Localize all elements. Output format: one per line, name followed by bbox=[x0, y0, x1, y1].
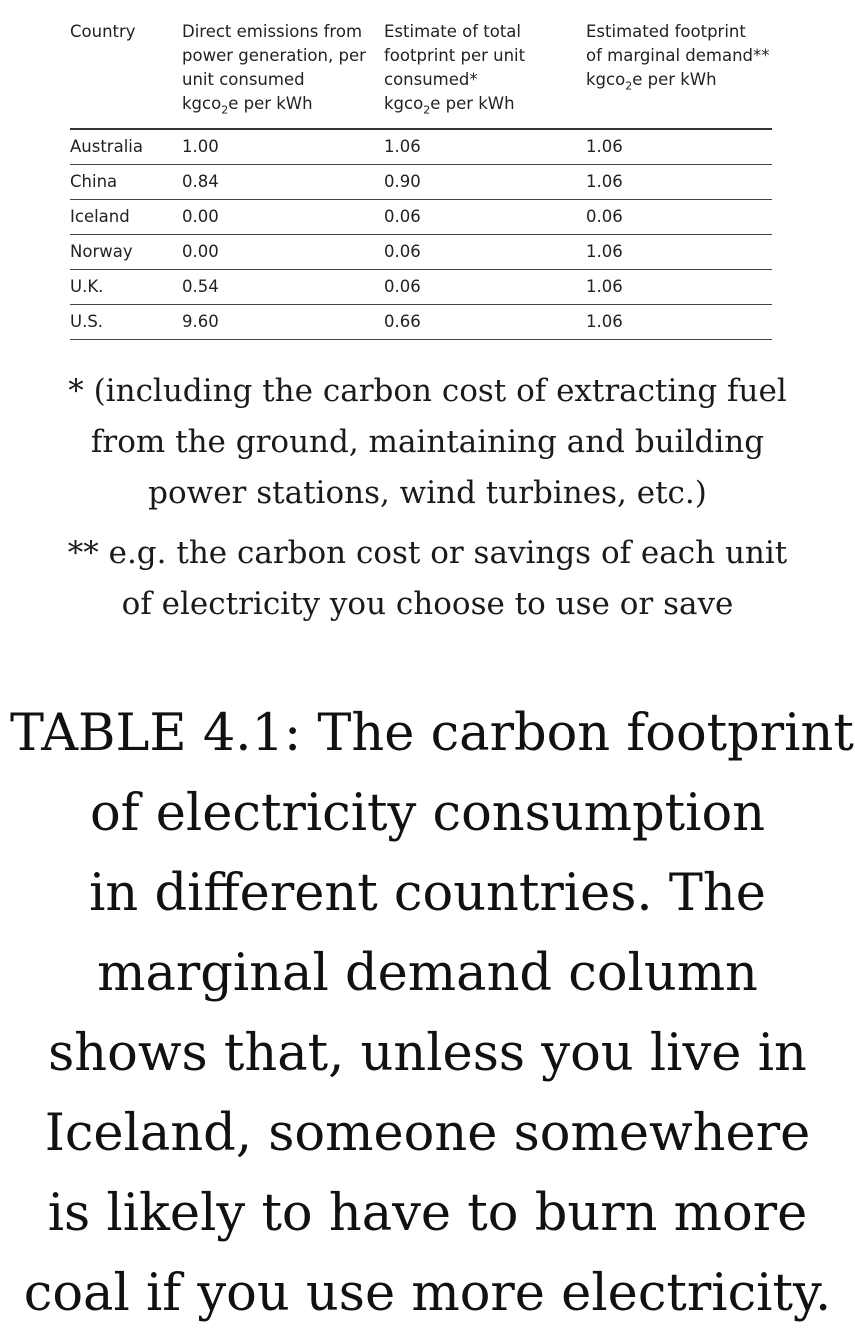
cell-direct: 0.00 bbox=[182, 200, 384, 235]
caption-line: shows that, unless you live in bbox=[48, 1024, 807, 1083]
unit-kgco: kgco bbox=[182, 94, 222, 113]
cell-marginal: 1.06 bbox=[586, 129, 772, 165]
header-total-line: footprint per unit bbox=[384, 46, 526, 65]
table-row bbox=[70, 165, 772, 200]
table-row bbox=[70, 200, 772, 235]
header-direct-line: Direct emissions from bbox=[182, 22, 363, 41]
footnote-total-footprint bbox=[40, 366, 815, 519]
cell-country: U.S. bbox=[70, 305, 182, 340]
caption-line: TABLE 4.1: The carbon footprint bbox=[10, 704, 854, 763]
table-row bbox=[70, 235, 772, 270]
caption-line: in different countries. The bbox=[89, 864, 766, 923]
cell-total: 0.06 bbox=[384, 270, 586, 305]
header-direct-unit bbox=[182, 94, 313, 117]
table-row bbox=[70, 305, 772, 340]
cell-direct: 0.84 bbox=[182, 165, 384, 200]
footnote-line: from the ground, maintaining and building bbox=[90, 424, 765, 460]
cell-total: 0.06 bbox=[384, 235, 586, 270]
cell-total: 0.90 bbox=[384, 165, 586, 200]
unit-tail: e per kWh bbox=[632, 70, 717, 89]
caption-line: of electricity consumption bbox=[89, 784, 766, 843]
unit-kgco: kgco bbox=[384, 94, 424, 113]
header-marginal-unit bbox=[586, 70, 717, 93]
unit-tail: e per kWh bbox=[228, 94, 313, 113]
footnote-marginal-demand bbox=[40, 528, 815, 630]
header-direct-emissions bbox=[182, 20, 384, 129]
table-caption bbox=[10, 694, 854, 1334]
cell-marginal: 0.06 bbox=[586, 200, 772, 235]
cell-country: China bbox=[70, 165, 182, 200]
cell-direct: 0.54 bbox=[182, 270, 384, 305]
caption-line: marginal demand column bbox=[97, 944, 758, 1003]
cell-total: 1.06 bbox=[384, 129, 586, 165]
cell-total: 0.66 bbox=[384, 305, 586, 340]
footnote-line: power stations, wind turbines, etc.) bbox=[148, 475, 707, 511]
header-direct-line: power generation, per bbox=[182, 46, 366, 65]
header-country: Country bbox=[70, 20, 182, 129]
carbon-footprint-table bbox=[70, 20, 772, 340]
cell-direct: 1.00 bbox=[182, 129, 384, 165]
header-marginal-line: of marginal demand** bbox=[586, 46, 770, 65]
cell-country: Norway bbox=[70, 235, 182, 270]
header-marginal-line: Estimated footprint bbox=[586, 22, 746, 41]
cell-direct: 9.60 bbox=[182, 305, 384, 340]
unit-subscript: 2 bbox=[423, 103, 431, 117]
caption-line: is likely to have to burn more bbox=[47, 1184, 808, 1243]
caption-line: Iceland, someone somewhere bbox=[44, 1104, 811, 1163]
header-marginal-demand bbox=[586, 20, 772, 129]
footnote-line: * (including the carbon cost of extracting fuel bbox=[68, 373, 787, 409]
cell-country: U.K. bbox=[70, 270, 182, 305]
header-direct-line: unit consumed bbox=[182, 70, 305, 89]
cell-marginal: 1.06 bbox=[586, 235, 772, 270]
header-total-line: Estimate of total bbox=[384, 22, 522, 41]
cell-marginal: 1.06 bbox=[586, 270, 772, 305]
footnote-line: of electricity you choose to use or save bbox=[121, 586, 734, 622]
cell-marginal: 1.06 bbox=[586, 305, 772, 340]
unit-kgco: kgco bbox=[586, 70, 626, 89]
header-total-footprint bbox=[384, 20, 586, 129]
header-total-unit bbox=[384, 94, 515, 117]
footnote-line: ** e.g. the carbon cost or savings of each unit bbox=[67, 535, 788, 571]
cell-country: Australia bbox=[70, 129, 182, 165]
cell-marginal: 1.06 bbox=[586, 165, 772, 200]
header-total-line: consumed* bbox=[384, 70, 478, 89]
unit-tail: e per kWh bbox=[430, 94, 515, 113]
unit-subscript: 2 bbox=[625, 79, 633, 93]
cell-direct: 0.00 bbox=[182, 235, 384, 270]
table-header-row bbox=[70, 20, 772, 129]
cell-country: Iceland bbox=[70, 200, 182, 235]
caption-line: coal if you use more electricity. bbox=[23, 1264, 832, 1323]
cell-total: 0.06 bbox=[384, 200, 586, 235]
table-row bbox=[70, 270, 772, 305]
unit-subscript: 2 bbox=[221, 103, 229, 117]
table-row bbox=[70, 129, 772, 165]
